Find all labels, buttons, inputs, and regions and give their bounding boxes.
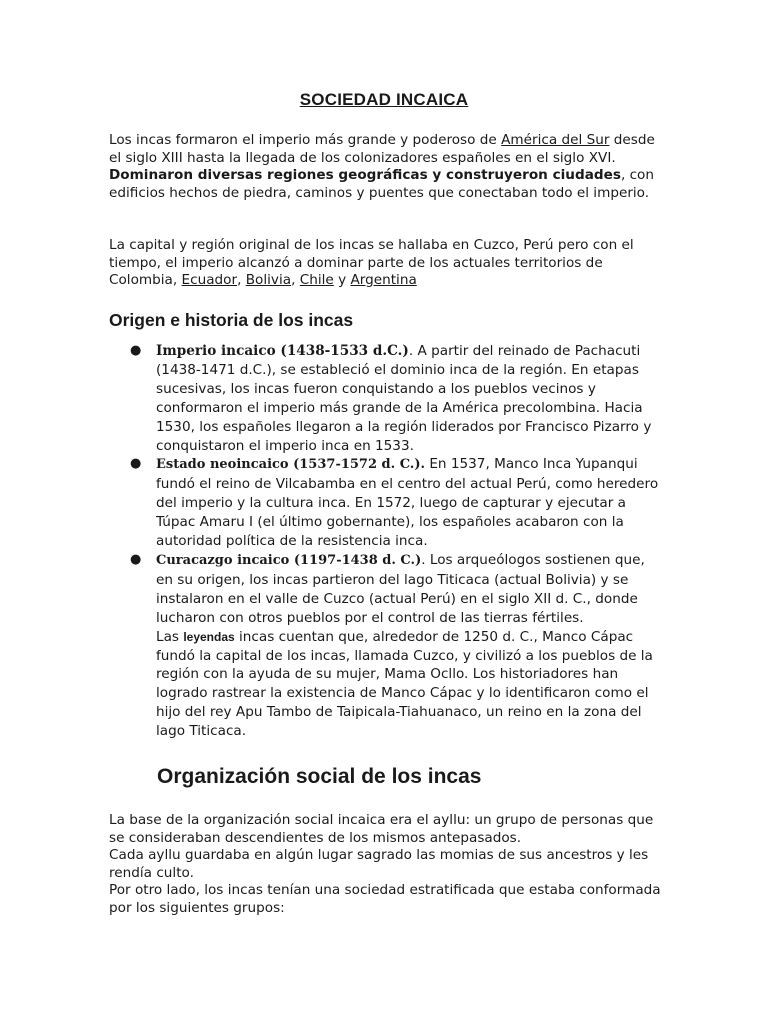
intro-paragraph-2 (109, 237, 669, 290)
intro-bold-text: Dominaron diversas regiones geográficas y construyeron ciudades (109, 167, 621, 183)
separator-text: , (237, 272, 246, 288)
list-item (130, 342, 660, 455)
organization-text-2: Cada ayllu guardaba en algún lugar sagrado las momias de sus ancestros y les rendía culto. (109, 847, 649, 881)
list-item-text: . Los arqueólogos sostienen que, en su origen, los incas partieron del lago Titicaca (actual Bolivia) y se instalaron en el valle de Cuzco (actual Perú) en el siglo XII d. C., donde lucharon con otros pueblos por el control de las tierras fértiles. (156, 551, 645, 626)
list-item-text: . A partir del reinado de Pachacuti (1438-1471 d.C.), se estableció el dominio inca de la región. En etapas sucesivas, los incas fueron conquistando a los pueblos vecinos y conformaron el imperio más grande de la América precolombina. Hacia 1530, los españoles llegaron a la región liderados por Francisco Pizarro y conquistaron el imperio inca en 1533. (156, 343, 652, 454)
list-item-bold: Estado neoincaico (1537-1572 d. C.). (156, 457, 426, 473)
list-item-bold: leyendas (183, 629, 235, 644)
separator-text: y (333, 272, 351, 288)
link-america-del-sur[interactable]: América del Sur (501, 132, 610, 148)
section-heading-origen: Origen e historia de los incas (109, 310, 354, 330)
page-title: SOCIEDAD INCAICA (299, 90, 469, 109)
history-list (130, 342, 660, 741)
intro-text: , con edificios hechos de piedra, caminos y puentes que conectaban todo el imperio. (109, 167, 654, 201)
list-item (130, 455, 660, 551)
list-item-bold: Imperio incaico (1438-1533 d.C.) (156, 343, 409, 359)
section-heading-organizacion: Organización social de los incas (157, 765, 482, 788)
list-item-text: Las (156, 628, 184, 645)
list-item (130, 551, 660, 741)
organization-text-3: Por otro lado, los incas tenían una sociedad estratificada que estaba conformada por los siguientes grupos: (109, 882, 661, 916)
list-item-text: incas cuentan que, alrededor de 1250 d. C., Manco Cápac fundó la capital de los incas, llamada Cuzco, y civilizó a los pueblos de la región con la ayuda de su mujer, Mama Ocllo. Los historiadores han logrado rastrear la existencia de Manco Cápac y lo identificaron como el hijo del rey Apu Tambo de Taipicala-Tiahuanaco, un reino en la zona del lago Titicaca. (156, 628, 653, 740)
bullet-icon: ● (130, 456, 142, 472)
separator-text: , (291, 272, 300, 288)
intro-text: Los incas formaron el imperio más grande y poderoso de (109, 132, 502, 148)
list-item-text: En 1537, Manco Inca Yupanqui fundó el reino de Vilcabamba en el centro del actual Perú, como heredero del imperio y la cultura inca. En 1572, luego de capturar y ejecutar a Túpac Amaru I (el último gobernante), los españoles acabaron con la autoridad política de la resistencia inca. (156, 456, 659, 550)
list-item-bold: Curacazgo incaico (1197-1438 d. C.) (156, 552, 422, 568)
intro-text: La capital y región original de los incas se hallaba en Cuzco, Perú pero con el tiempo, el imperio alcanzó a dominar parte de los actuales territorios de Colombia, (109, 237, 634, 288)
organization-paragraph (109, 812, 669, 917)
link-ecuador[interactable]: Ecuador (181, 272, 238, 288)
bullet-icon: ● (130, 551, 142, 567)
link-argentina[interactable]: Argentina (350, 272, 417, 288)
link-chile[interactable]: Chile (299, 272, 334, 288)
bullet-icon: ● (130, 343, 142, 358)
link-bolivia[interactable]: Bolivia (245, 272, 292, 288)
organization-text-1: La base de la organización social incaica era el ayllu: un grupo de personas que se consideraban descendientes de los mismos antepasados. (109, 812, 654, 846)
intro-paragraph-1 (109, 132, 669, 202)
intro-text: desde el siglo XIII hasta la llegada de los colonizadores españoles en el siglo XVI. (109, 132, 655, 166)
